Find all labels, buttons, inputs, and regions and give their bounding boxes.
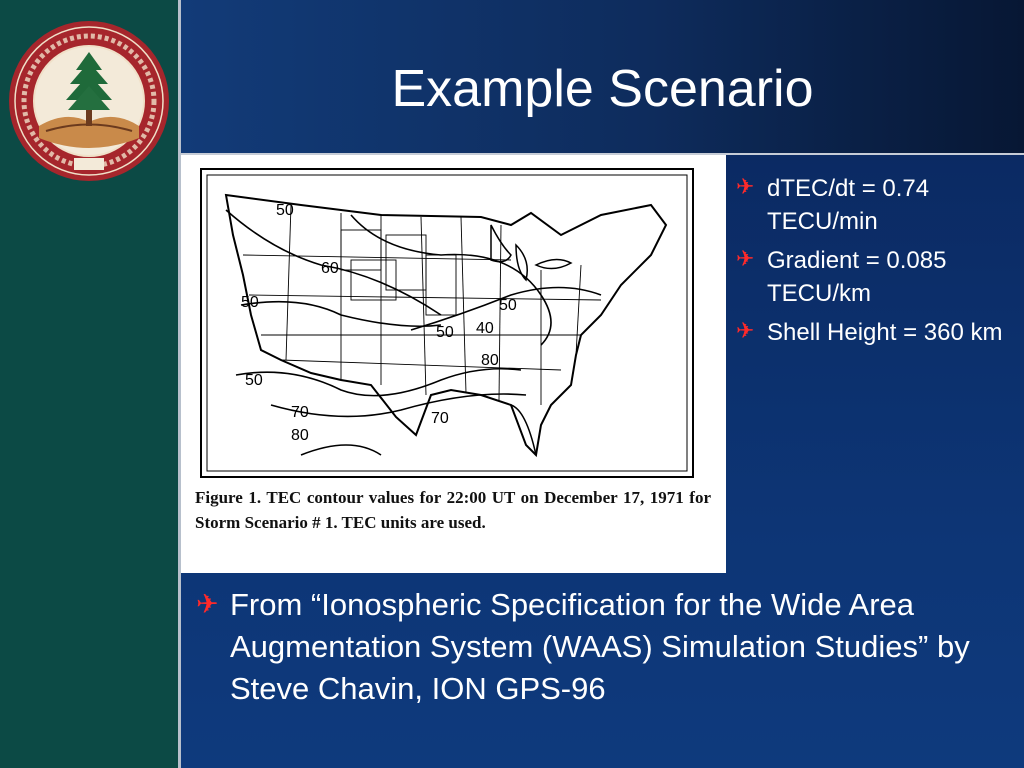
list-item <box>736 244 1021 310</box>
airplane-icon: ✈ <box>736 247 755 272</box>
contour-label: 60 <box>321 260 339 277</box>
bullet-list <box>736 172 1021 355</box>
bullet-text: Gradient = 0.085 TECU/km <box>767 247 947 307</box>
contour-label: 70 <box>431 410 449 427</box>
bullet-text: Shell Height = 360 km <box>767 319 1003 346</box>
airplane-icon: ✈ <box>196 589 219 620</box>
contour-label: 80 <box>291 427 309 444</box>
citation-text: From “Ionospheric Specification for the Wide Area Augmentation System (WAAS) Simulation Studies” by Steve Chavin, ION GPS-96 <box>230 587 970 706</box>
contour-label: 50 <box>499 297 517 314</box>
tec-contour-figure <box>181 155 726 573</box>
list-item <box>736 316 1021 349</box>
slide-title: Example Scenario <box>391 60 814 118</box>
contour-label: 40 <box>476 320 494 337</box>
contour-label: 50 <box>245 372 263 389</box>
contour-label: 70 <box>291 404 309 421</box>
source-citation <box>196 584 1006 710</box>
contour-label: 50 <box>241 294 259 311</box>
list-item <box>736 172 1021 238</box>
us-contour-map <box>181 155 726 485</box>
contour-label: 50 <box>436 324 454 341</box>
contour-label: 50 <box>276 202 294 219</box>
contour-label: 80 <box>481 352 499 369</box>
airplane-icon: ✈ <box>736 175 755 200</box>
stanford-seal-icon <box>6 18 172 184</box>
figure-caption: Figure 1. TEC contour values for 22:00 UT on December 17, 1971 for Storm Scenario # 1. TEC units are used. <box>195 488 711 532</box>
airplane-icon: ✈ <box>736 319 755 344</box>
bullet-text: dTEC/dt = 0.74 TECU/min <box>767 175 930 235</box>
